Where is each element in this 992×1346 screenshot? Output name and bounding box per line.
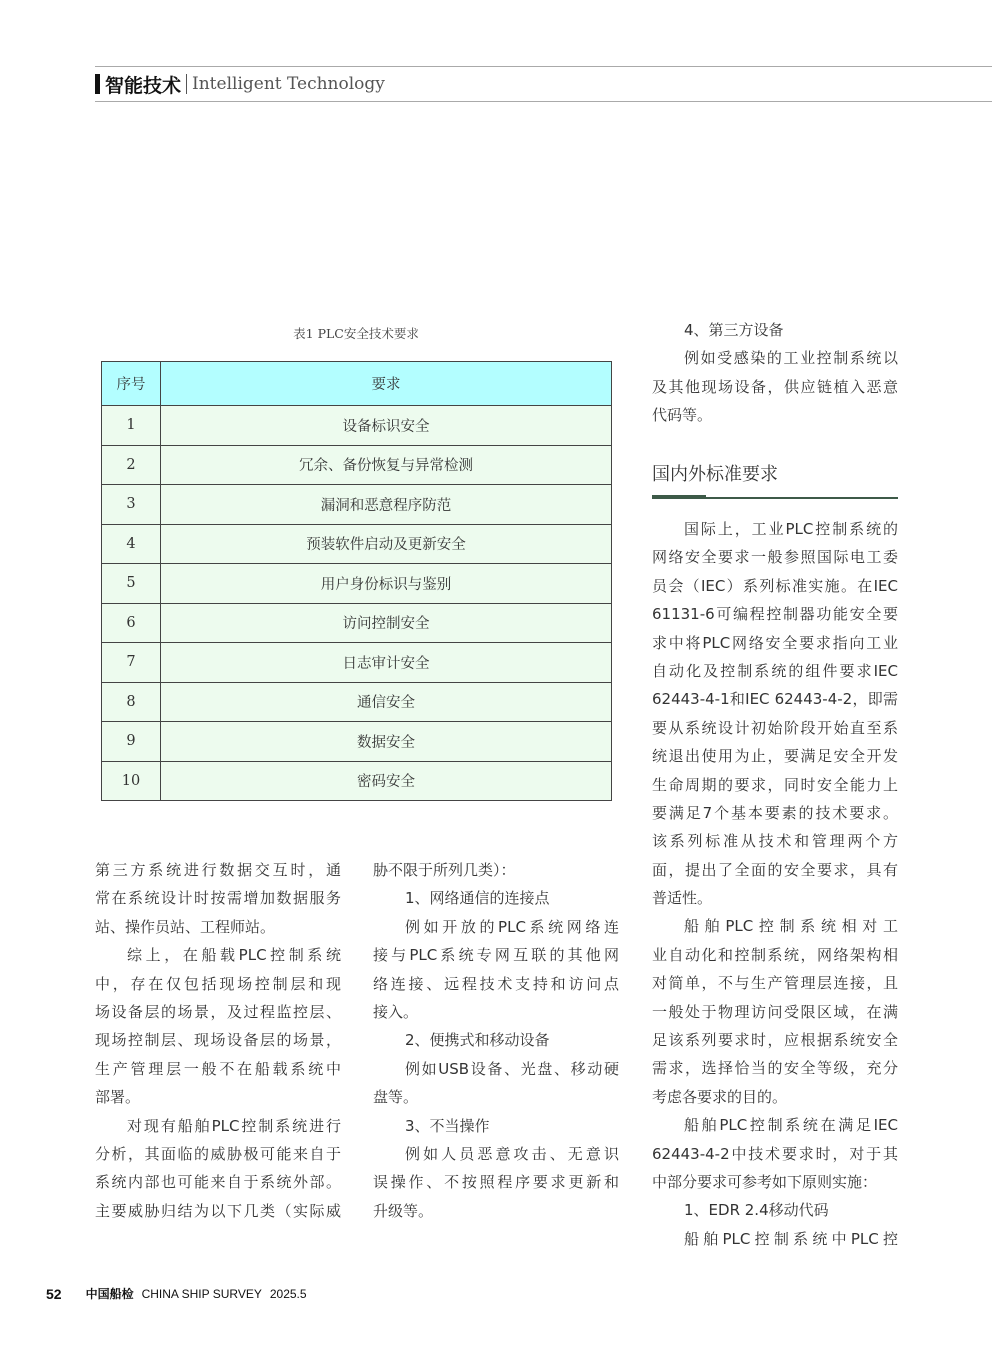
header-marker [95,74,100,94]
text-line: 例如开放的PLC系统网络连 [405,917,619,936]
page-number: 52 [46,1285,62,1302]
text-line: 要满足7个基本要素的技术要求。 [652,803,898,822]
text-column-3 [652,515,898,1253]
table-row [102,682,612,722]
requirements-table [101,361,612,801]
row-number: 9 [102,722,161,762]
table-row [102,406,612,446]
text-line: 例如USB设备、光盘、移动硬 [405,1059,619,1078]
text-column-2 [373,856,619,1225]
table-row [102,643,612,683]
text-line: 现场控制层、现场设备层的场景， [95,1031,341,1050]
section-heading-rule [652,497,898,499]
text-line: 1、网络通信的连接点 [405,889,550,908]
text-line: 统退出使用为止，要满足安全开发 [652,747,898,766]
text-line: 要从系统设计初始阶段开始直至系 [652,718,898,737]
table-row [102,485,612,525]
text-line: 生命周期的要求，同时安全能力上 [652,775,898,794]
text-line: 胁不限于所列几类）： [373,861,516,879]
text-line: 生产管理层一般不在船载系统中 [95,1059,341,1078]
issue-number: 2025.5 [269,1286,307,1301]
text-line: 系统内部也可能来自于系统外部。 [95,1173,341,1192]
row-number: 6 [102,603,161,643]
text-line: 盘等。 [373,1088,419,1107]
text-line: 场设备层的场景，及过程监控层、 [95,1002,341,1021]
text-line: 业自动化和控制系统，网络架构相 [652,945,898,964]
table-row [102,722,612,762]
table-row [102,524,612,564]
column-header-requirement: 要求 [161,362,612,406]
row-requirement: 漏洞和恶意程序防范 [161,485,612,525]
row-number: 8 [102,682,161,722]
text-line: 中，存在仅包括现场控制层和现 [95,974,341,993]
text-line: 员会（IEC）系列标准实施。在IEC [652,576,898,595]
text-line: 综上，在船载PLC控制系统 [127,946,341,965]
text-line: 一般处于物理访问受限区域，在满 [652,1002,898,1021]
text-line: 自动化及控制系统的组件要求IEC [652,661,898,680]
text-line: 该系列标准从技术和管理两个方 [652,832,898,851]
text-line: 及其他现场设备，供应链植入恶意 [652,377,898,396]
row-number: 3 [102,485,161,525]
row-number: 2 [102,445,161,485]
section-title-en: Intelligent Technology [192,74,385,94]
text-line: 例如受感染的工业控制系统以 [684,349,898,368]
text-line: 分析，其面临的威胁极可能来自于 [95,1144,341,1163]
row-requirement: 冗余、备份恢复与异常检测 [161,445,612,485]
text-line: 船舶PLC控制系统中PLC控 [684,1229,898,1248]
text-line: 代码等。 [652,406,713,425]
text-line: 面，提出了全面的安全要求，具有 [652,860,898,879]
row-requirement: 密码安全 [161,761,612,801]
running-header [95,70,385,98]
text-line: 例如人员恶意攻击、无意识 [405,1144,619,1163]
text-line: 1、EDR 2.4移动代码 [684,1201,829,1220]
text-line: 常在系统设计时按需增加数据服务 [95,889,341,908]
row-number: 1 [102,406,161,446]
table-row [102,603,612,643]
text-line: 部署。 [95,1088,141,1107]
row-requirement: 用户身份标识与鉴别 [161,564,612,604]
header-divider [186,74,187,94]
text-line: 62443-4-1和IEC 62443-4-2，即需 [652,690,898,709]
row-requirement: 数据安全 [161,722,612,762]
table-row [102,445,612,485]
row-requirement: 预装软件启动及更新安全 [161,524,612,564]
row-requirement: 通信安全 [161,682,612,722]
table-caption: 表1 PLC安全技术要求 [293,326,419,341]
text-line: 对简单，不与生产管理层连接，且 [652,974,898,993]
text-line: 足该系列要求时，应根据系统安全 [652,1031,898,1050]
section-title-cn: 智能技术 [105,74,182,97]
text-line: 62443-4-2中技术要求时，对于其 [652,1144,898,1163]
header-bottom-rule [95,101,992,102]
text-line: 求中将PLC网络安全要求指向工业 [652,633,898,652]
row-requirement: 日志审计安全 [161,643,612,683]
text-line: 接与PLC系统专网互联的其他网 [373,946,619,965]
row-number: 10 [102,761,161,801]
table-row [102,761,612,801]
text-line: 第三方系统进行数据交互时，通 [95,861,341,879]
text-line: 2、便携式和移动设备 [405,1031,550,1050]
table-row [102,564,612,604]
text-line: 普适性。 [652,889,713,908]
text-line: 国际上，工业PLC控制系统的 [684,520,898,538]
magazine-name-cn: 中国船检 [85,1287,134,1301]
text-line: 中部分要求可参考如下原则实施： [652,1172,878,1191]
text-line: 考虑各要求的目的。 [652,1087,788,1106]
text-line: 4、第三方设备 [684,321,784,339]
text-line: 3、不当操作 [405,1116,490,1135]
text-line: 误操作、不按照程序要求更新和 [373,1173,619,1192]
page-footer [46,1285,307,1302]
row-requirement: 设备标识安全 [161,406,612,446]
text-line: 站、操作员站、工程师站。 [95,917,276,936]
text-line: 络连接、远程技术支持和访问点 [373,974,619,993]
text-line: 接入。 [373,1002,419,1021]
text-column-1 [95,856,341,1225]
text-column-3-top [652,316,898,430]
magazine-name-en: CHINA SHIP SURVEY [141,1286,262,1301]
row-number: 5 [102,564,161,604]
text-line: 61131-6可编程控制器功能安全要 [652,605,898,624]
row-requirement: 访问控制安全 [161,603,612,643]
row-number: 7 [102,643,161,683]
text-line: 需求，选择恰当的安全等级，充分 [652,1059,898,1078]
text-line: 船舶PLC控制系统在满足IEC [684,1116,898,1135]
text-line: 升级等。 [373,1201,434,1220]
row-number: 4 [102,524,161,564]
column-header-number: 序号 [102,362,161,406]
text-line: 船舶PLC控制系统相对工 [684,917,898,936]
text-line: 对现有船舶PLC控制系统进行 [127,1116,341,1135]
text-line: 网络安全要求一般参照国际电工委 [652,548,898,567]
text-line: 主要威胁归结为以下几类（实际威 [95,1201,341,1220]
section-heading: 国内外标准要求 [652,464,778,485]
header-top-rule [95,66,992,67]
